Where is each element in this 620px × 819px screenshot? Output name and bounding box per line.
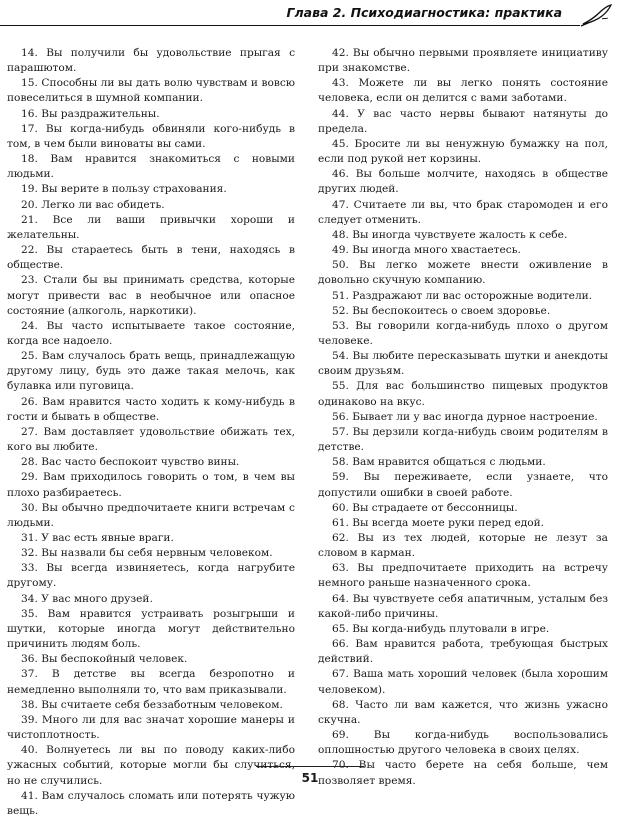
questionnaire-item: 68. Часто ли вам кажется, что жизнь ужасно скучна. bbox=[318, 698, 608, 726]
questionnaire-item: 55. Для вас большинство пищевых продуктов одинаково на вкус. bbox=[318, 380, 608, 408]
footer-rule bbox=[256, 766, 364, 767]
questionnaire-item: 58. Вам нравится общаться с людьми. bbox=[332, 456, 546, 469]
questionnaire-item: 63. Вы предпочитаете приходить на встречу немного раньше назначенного срока. bbox=[318, 562, 608, 590]
questionnaire-item: 56. Бывает ли у вас иногда дурное настроение. bbox=[332, 410, 598, 423]
questionnaire-item: 39. Много ли для вас значат хорошие манеры и чистоплотность. bbox=[7, 713, 295, 742]
questionnaire-item: 30. Вы обычно предпочитаете книги встречам с людьми. bbox=[7, 501, 295, 529]
questionnaire-item: 46. Вы больше молчите, находясь в обществе других людей. bbox=[318, 168, 608, 196]
questionnaire-item: 62. Вы из тех людей, которые не лезут за словом в карман. bbox=[318, 532, 608, 560]
questionnaire-item: 31. У вас есть явные враги. bbox=[21, 532, 174, 544]
questionnaire-item: 35. Вам нравится устраивать розыгрыши и шутки, которые иногда могут действительно причинить людям боль. bbox=[7, 607, 295, 651]
questionnaire-item: 18. Вам нравится знакомиться с новыми людьми. bbox=[7, 153, 295, 181]
questionnaire-item: 36. Вы беспокойный человек. bbox=[21, 653, 188, 666]
questionnaire-item: 41. Вам случалось сломать или потерять чужую вещь. bbox=[7, 789, 295, 817]
questionnaire-item: 61. Вы всегда моете руки перед едой. bbox=[332, 516, 545, 529]
questionnaire-item: 51. Раздражают ли вас осторожные водители. bbox=[332, 289, 593, 302]
questionnaire-item: 59. Вы переживаете, если узнаете, что допустили ошибки в своей работе. bbox=[318, 471, 608, 499]
questionnaire-item: 22. Вы стараетесь быть в тени, находясь в обществе. bbox=[7, 244, 295, 272]
questionnaire-item: 28. Вас часто беспокоит чувство вины. bbox=[21, 456, 240, 469]
questionnaire-item: 69. Вы когда-нибудь воспользовались оплошностью другого человека в своих целях. bbox=[318, 729, 608, 757]
questionnaire-item: 15. Способны ли вы дать волю чувствам и вовсю повеселиться в шумной компании. bbox=[7, 77, 295, 105]
questionnaire-item: 52. Вы беспокоитесь о своем здоровье. bbox=[332, 304, 551, 317]
questionnaire-item: 17. Вы когда-нибудь обвиняли кого-нибудь в том, в чем были виноваты вы сами. bbox=[7, 122, 295, 150]
questionnaire-item: 38. Вы считаете себя беззаботным человеком. bbox=[21, 698, 283, 711]
questionnaire-item: 42. Вы обычно первыми проявляете инициативу при знакомстве. bbox=[318, 47, 608, 75]
page-number: 51 bbox=[301, 771, 319, 785]
questionnaire-item: 32. Вы назвали бы себя нервным человеком. bbox=[21, 547, 273, 560]
questionnaire-item: 21. Все ли ваши привычки хороши и желательны. bbox=[7, 213, 295, 241]
header-rule bbox=[0, 25, 580, 26]
questionnaire-item: 70. Вы часто берете на себя больше, чем позволяет время. bbox=[318, 759, 608, 787]
questionnaire-item: 16. Вы раздражительны. bbox=[21, 107, 160, 120]
questionnaire-item: 14. Вы получили бы удовольствие прыгая с парашютом. bbox=[7, 47, 295, 75]
questionnaire-item: 67. Ваша мать хороший человек (была хорошим человеком). bbox=[318, 668, 608, 696]
questionnaire-item: 25. Вам случалось брать вещь, принадлежащую другому лицу, будь это даже такая мелочь, как булавка или пуговица. bbox=[7, 350, 295, 393]
questionnaire-item: 44. У вас часто нервы бывают натянуты до предела. bbox=[318, 107, 608, 135]
questionnaire-item: 49. Вы иногда много хвастаетесь. bbox=[332, 244, 521, 257]
running-header bbox=[0, 0, 620, 28]
questionnaire-item: 19. Вы верите в пользу страхования. bbox=[21, 183, 227, 196]
questionnaire-item: 40. Волнуетесь ли вы по поводу каких-либо ужасных событий, которые могли бы случиться, но не случились. bbox=[7, 744, 295, 787]
questionnaire-item: 47. Считаете ли вы, что брак старомоден и его следует отменить. bbox=[318, 198, 608, 226]
questionnaire-item: 48. Вы иногда чувствуете жалость к себе. bbox=[332, 228, 568, 241]
questionnaire-item: 54. Вы любите пересказывать шутки и анекдоты своим друзьям. bbox=[318, 350, 608, 378]
questionnaire-item: 66. Вам нравится работа, требующая быстрых действий. bbox=[318, 638, 608, 666]
questionnaire-item: 20. Легко ли вас обидеть. bbox=[21, 198, 165, 211]
questionnaire-item: 24. Вы часто испытываете такое состояние, когда все надоело. bbox=[7, 319, 295, 347]
questionnaire-item: 37. В детстве вы всегда безропотно и немедленно выполняли то, что вам приказывали. bbox=[7, 668, 295, 696]
questionnaire-item: 50. Вы легко можете внести оживление в довольно скучную компанию. bbox=[318, 259, 608, 287]
quill-pen-icon bbox=[580, 3, 614, 27]
questionnaire-item: 43. Можете ли вы легко понять состояние человека, если он делится с вами заботами. bbox=[318, 77, 608, 105]
questionnaire-item: 34. У вас много друзей. bbox=[21, 592, 153, 605]
questionnaire-item: 23. Стали бы вы принимать средства, которые могут привести вас в необычное или опасное состояние (алкоголь, наркотики). bbox=[7, 274, 295, 317]
questionnaire-item: 29. Вам приходилось говорить о том, в чем вы плохо разбираетесь. bbox=[7, 471, 295, 499]
left-column bbox=[7, 46, 295, 819]
questionnaire-item: 53. Вы говорили когда-нибудь плохо о другом человеке. bbox=[318, 319, 608, 347]
questionnaire-item: 26. Вам нравится часто ходить к кому-нибудь в гости и бывать в обществе. bbox=[7, 395, 295, 423]
questionnaire-item: 64. Вы чувствуете себя апатичным, усталым без какой-либо причины. bbox=[318, 592, 608, 620]
questionnaire-item: 33. Вы всегда извиняетесь, когда нагрубите другому. bbox=[7, 562, 295, 590]
right-column bbox=[318, 46, 608, 789]
questionnaire-item: 65. Вы когда-нибудь плутовали в игре. bbox=[332, 622, 550, 635]
chapter-title: Глава 2. Психодиагностика: практика bbox=[286, 5, 562, 20]
questionnaire-item: 27. Вам доставляет удовольствие обижать тех, кого вы любите. bbox=[7, 425, 295, 454]
questionnaire-item: 60. Вы страдаете от бессонницы. bbox=[332, 501, 518, 514]
questionnaire-item: 45. Бросите ли вы ненужную бумажку на пол, если под рукой нет корзины. bbox=[318, 137, 608, 166]
questionnaire-item: 57. Вы дерзили когда-нибудь своим родителям в детстве. bbox=[318, 425, 608, 454]
